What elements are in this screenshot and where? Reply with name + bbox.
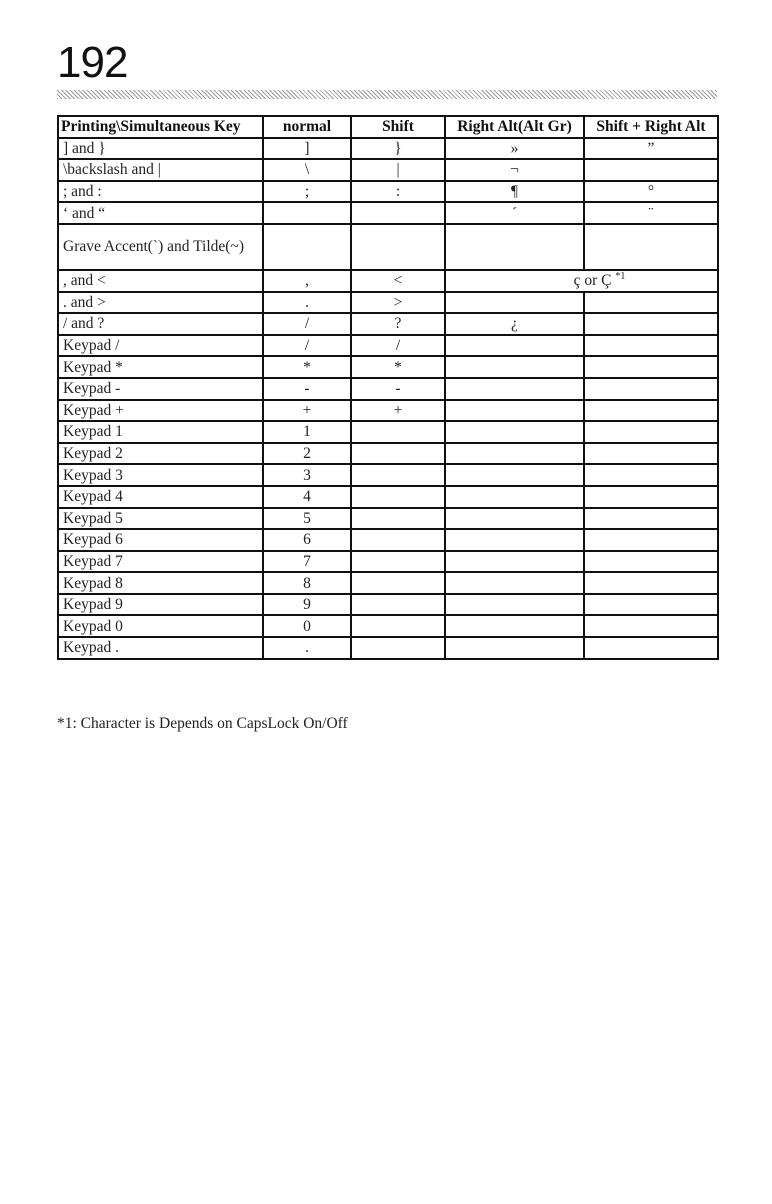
right-alt-cell: ´ (445, 202, 584, 224)
normal-cell: 0 (263, 615, 351, 637)
footnote: *1: Character is Depends on CapsLock On/Off (57, 715, 348, 732)
table-row (58, 443, 718, 465)
key-cell: Keypad 9 (58, 594, 263, 616)
shift-cell (351, 202, 445, 224)
key-cell: Keypad 8 (58, 572, 263, 594)
key-cell: Keypad 0 (58, 615, 263, 637)
header-rule (57, 90, 717, 99)
right-alt-cell (445, 551, 584, 573)
normal-cell: 4 (263, 486, 351, 508)
shift-right-alt-cell (584, 356, 718, 378)
key-cell: / and ? (58, 313, 263, 335)
shift-cell: > (351, 292, 445, 314)
column-header-normal: normal (263, 116, 351, 138)
key-cell: , and < (58, 270, 263, 292)
right-alt-cell: ¿ (445, 313, 584, 335)
normal-cell: 7 (263, 551, 351, 573)
table-row (58, 292, 718, 314)
right-alt-cell (445, 529, 584, 551)
key-cell: . and > (58, 292, 263, 314)
right-alt-cell: » (445, 138, 584, 160)
shift-right-alt-cell (584, 224, 718, 270)
shift-right-alt-cell (584, 443, 718, 465)
normal-cell: \ (263, 159, 351, 181)
shift-cell (351, 508, 445, 530)
shift-right-alt-cell (584, 594, 718, 616)
normal-cell (263, 202, 351, 224)
shift-cell: - (351, 378, 445, 400)
shift-cell (351, 421, 445, 443)
shift-cell (351, 572, 445, 594)
normal-cell: 6 (263, 529, 351, 551)
shift-cell: | (351, 159, 445, 181)
normal-cell: 5 (263, 508, 351, 530)
right-alt-cell: ¬ (445, 159, 584, 181)
shift-right-alt-cell (584, 421, 718, 443)
normal-cell: . (263, 637, 351, 659)
page-number: 192 (57, 38, 128, 87)
right-alt-cell (445, 637, 584, 659)
shift-right-alt-cell (584, 159, 718, 181)
key-cell: Keypad 2 (58, 443, 263, 465)
right-alt-cell (445, 594, 584, 616)
shift-cell (351, 529, 445, 551)
shift-cell: } (351, 138, 445, 160)
normal-cell: , (263, 270, 351, 292)
table-row (58, 356, 718, 378)
column-header-right-alt: Right Alt(Alt Gr) (445, 116, 584, 138)
table-row (58, 421, 718, 443)
normal-cell: 1 (263, 421, 351, 443)
shift-right-alt-cell (584, 292, 718, 314)
key-cell: Keypad 7 (58, 551, 263, 573)
normal-cell: . (263, 292, 351, 314)
normal-cell (263, 224, 351, 270)
shift-right-alt-cell: ¨ (584, 202, 718, 224)
right-alt-cell (445, 356, 584, 378)
right-alt-cell (445, 508, 584, 530)
normal-cell: 8 (263, 572, 351, 594)
key-cell: Keypad * (58, 356, 263, 378)
key-cell: Keypad 1 (58, 421, 263, 443)
shift-right-alt-cell (584, 551, 718, 573)
shift-cell: / (351, 335, 445, 357)
right-alt-cell (445, 615, 584, 637)
key-cell: Keypad / (58, 335, 263, 357)
shift-cell: ? (351, 313, 445, 335)
right-alt-cell (445, 464, 584, 486)
table-row (58, 551, 718, 573)
normal-cell: - (263, 378, 351, 400)
shift-cell (351, 594, 445, 616)
table-row (58, 572, 718, 594)
key-cell: ] and } (58, 138, 263, 160)
shift-cell: : (351, 181, 445, 203)
key-cell: Keypad . (58, 637, 263, 659)
normal-cell: 9 (263, 594, 351, 616)
shift-cell: * (351, 356, 445, 378)
table-row (58, 594, 718, 616)
shift-cell: + (351, 400, 445, 422)
right-alt-cell (445, 224, 584, 270)
right-alt-combined-cell (445, 270, 718, 292)
key-mapping-table (57, 115, 719, 660)
right-alt-cell (445, 378, 584, 400)
table-row (58, 313, 718, 335)
key-cell: ‘ and “ (58, 202, 263, 224)
column-header-shift: Shift (351, 116, 445, 138)
normal-cell: / (263, 313, 351, 335)
shift-cell (351, 615, 445, 637)
table-row (58, 335, 718, 357)
table-row (58, 529, 718, 551)
table-row (58, 224, 718, 270)
shift-cell: < (351, 270, 445, 292)
key-cell: Keypad 6 (58, 529, 263, 551)
shift-cell (351, 637, 445, 659)
right-alt-cell (445, 486, 584, 508)
right-alt-cell (445, 292, 584, 314)
key-cell: \backslash and | (58, 159, 263, 181)
normal-cell: 2 (263, 443, 351, 465)
table-row (58, 400, 718, 422)
right-alt-cell (445, 335, 584, 357)
key-cell: Keypad 3 (58, 464, 263, 486)
table-row (58, 159, 718, 181)
table-row (58, 637, 718, 659)
table-row (58, 181, 718, 203)
shift-right-alt-cell (584, 486, 718, 508)
table-row (58, 138, 718, 160)
normal-cell: ] (263, 138, 351, 160)
normal-cell: ; (263, 181, 351, 203)
shift-cell (351, 443, 445, 465)
shift-right-alt-cell: ” (584, 138, 718, 160)
shift-right-alt-cell (584, 529, 718, 551)
column-header-key: Printing\Simultaneous Key (58, 116, 263, 138)
shift-cell (351, 224, 445, 270)
footnote-marker: *1 (615, 271, 626, 283)
table-row (58, 464, 718, 486)
table-row (58, 202, 718, 224)
right-alt-cell (445, 443, 584, 465)
shift-cell (351, 486, 445, 508)
shift-right-alt-cell (584, 508, 718, 530)
normal-cell: + (263, 400, 351, 422)
key-cell: Grave Accent(`) and Tilde(~) (58, 224, 263, 270)
normal-cell: / (263, 335, 351, 357)
right-alt-cell: ¶ (445, 181, 584, 203)
table-row (58, 615, 718, 637)
shift-right-alt-cell (584, 637, 718, 659)
right-alt-cell (445, 572, 584, 594)
table-row (58, 378, 718, 400)
table-row (58, 486, 718, 508)
shift-right-alt-cell: ° (584, 181, 718, 203)
table-row (58, 508, 718, 530)
key-cell: Keypad - (58, 378, 263, 400)
shift-right-alt-cell (584, 400, 718, 422)
shift-right-alt-cell (584, 464, 718, 486)
shift-right-alt-cell (584, 378, 718, 400)
column-header-shift-right-alt: Shift + Right Alt (584, 116, 718, 138)
normal-cell: * (263, 356, 351, 378)
right-alt-cell (445, 400, 584, 422)
shift-cell (351, 464, 445, 486)
key-cell: Keypad 4 (58, 486, 263, 508)
key-cell: ; and : (58, 181, 263, 203)
right-alt-combined-value: ç or Ç (573, 272, 612, 290)
shift-right-alt-cell (584, 572, 718, 594)
key-cell: Keypad 5 (58, 508, 263, 530)
table-header-row (58, 116, 718, 138)
normal-cell: 3 (263, 464, 351, 486)
right-alt-cell (445, 421, 584, 443)
shift-right-alt-cell (584, 335, 718, 357)
table-row (58, 270, 718, 292)
shift-right-alt-cell (584, 615, 718, 637)
shift-right-alt-cell (584, 313, 718, 335)
key-cell: Keypad + (58, 400, 263, 422)
shift-cell (351, 551, 445, 573)
